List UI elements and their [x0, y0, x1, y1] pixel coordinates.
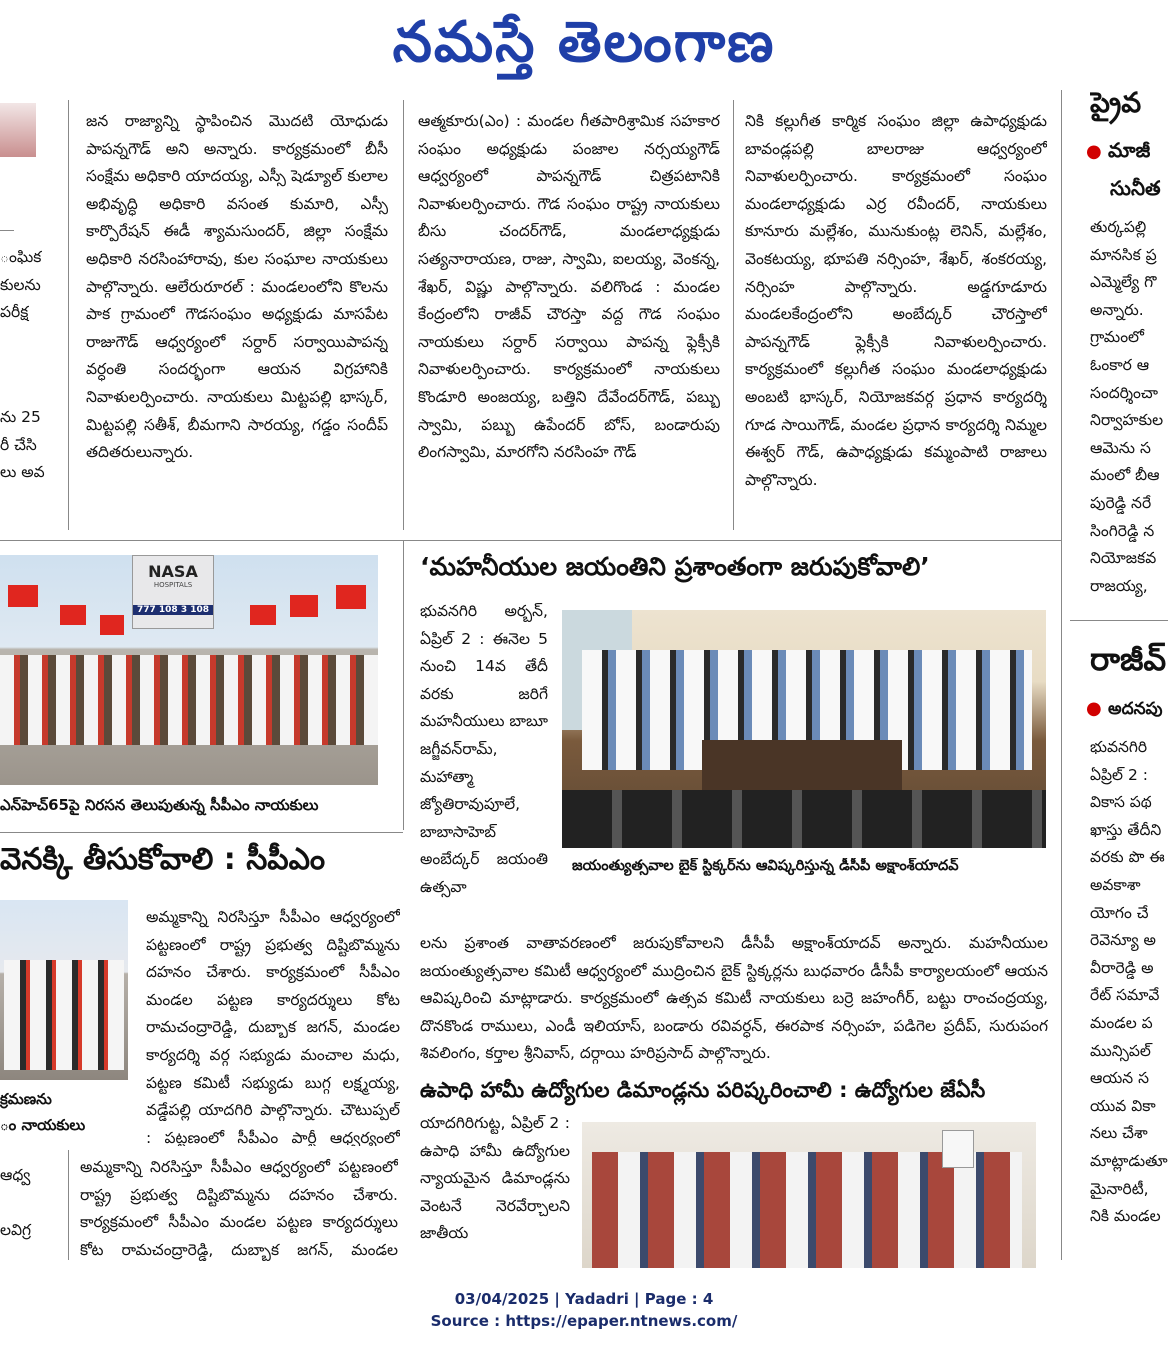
article-column-1: జన రాజ్యాన్ని స్థాపించిన మొదటి యోధుడు పాపన్నగౌడ్ అని అన్నారు. కార్యక్రమంలో బీసీ సంక్షేమ అధికారి యాదయ్య, ఎస్సీ షెడ్యూల్ కులాల అభివృద్ధి అధికారి వసంత కుమారి, ఎస్సీ కార్పొరేషన్ ఈడీ శ్యామసుందర్, జిల్లా సంక్షేమ అధికారి నరసింహారావు, కుల సంఘాల నాయకులు పాల్గొన్నారు. ఆలేరురూరల్ : మండలంలోని కొలను పాక గ్రామంలో గౌడసంఘం అధ్యక్షుడు మాసపేట రాజుగౌడ్ ఆధ్వర్యంలో సర్దార్ సర్వాయిపాపన్న వర్ధంతి సందర్భంగా ఆయన విగ్రహానికి నివాళులర్పించారు. నాయకులు మిట్టపల్లి భాస్కర్, మిట్టపల్లి సతీశ్, బీమగాని సారయ్య, గడ్డం సందీప్ తదితరులున్నారు.	[86, 112, 388, 462]
red-flag-icon	[250, 605, 276, 625]
people-group	[592, 1152, 1022, 1268]
right-body-1: తుర్కపల్లి మానసిక ప్ర ఎమ్మెల్యే గొ అన్నారు. గ్రామంలో ఓంకార ఆ సందర్శించా నిర్వాహకుల ఆమెను స మంలో బీఆ పురెడ్డి నరే సింగిరెడ్డి న నియోజకవ రాజయ్య,	[1090, 218, 1164, 595]
right-heading-2: రాజీవ్	[1090, 640, 1167, 678]
cpm-effigy-photo	[0, 900, 128, 1080]
cpm-photo-caption-1: క్రమణను	[0, 1090, 52, 1108]
hospital-sign-phone: 777 108 3 108	[133, 605, 213, 615]
section-divider	[0, 832, 403, 833]
left-edge-fragment-mid: ను 25 రీ చేసి లు అవ	[0, 408, 45, 482]
top-left-photo-fragment	[0, 103, 36, 157]
upadhi-headline: ఉపాధి హామీ ఉద్యోగుల డిమాండ్లను పరిష్కరించాలి : ఉద్యోగుల జేఏసీ	[420, 1078, 986, 1102]
hospital-sign	[132, 555, 214, 629]
article-column-3: నికి కల్లుగీత కార్మిక సంఘం జిల్లా ఉపాధ్యక్షుడు బావండ్లపల్లి బాలరాజు ఆధ్వర్యంలో నివాళులర్పించారు. కార్యక్రమంలో సంఘం మండలాధ్యక్షుడు ఎర్ర రవీందర్, నాయకులు కూనూరు మల్లేశం, మునుకుంట్ల లెనిన్, మల్లేశం, వెంకటయ్య, భూపతి నర్సింహ, శేఖర్, శంకరయ్య, నర్సింహ పాల్గొన్నారు. అడ్డగూడూరు మండలకేంద్రంలోని అంబేద్కర్ చౌరస్తాలో పాపన్నగౌడ్ ఫ్లెక్సీకి నివాళులర్పించారు. కార్యక్రమంలో కల్లుగీత సంఘం మండలాధ్యక్షుడు అంబటి భాస్కర్, నియోజకవర్గ ప్రధాన కార్యదర్శి గూడ సాయిగౌడ్, మండల ప్రధాన కార్యదర్శి నిమ్మల ఈశ్వర్ గౌడ్, ఉపాధ్యక్షుడు కమ్మంపాటి రాజాలు పాల్గొన్నారు.	[745, 112, 1047, 489]
office-chairs	[562, 790, 1046, 848]
column-rule	[68, 1150, 69, 1260]
column-rule	[403, 100, 404, 530]
cpm-body-continued: అమ్మకాన్ని నిరసిస్తూ సీపీఎం ఆధ్వర్యంలో పట్టణంలో రాష్ట్ర ప్రభుత్వ దిష్టిబొమ్మను దహనం చేశారు. కార్యక్రమంలో సీపీఎం మండల పట్టణ కార్యదర్శులు కోట రామచంద్రారెడ్డి, దుబ్బాక జగన్, మండల	[80, 1158, 398, 1259]
column-rule	[733, 100, 734, 530]
calendar-icon	[942, 1130, 974, 1168]
bullet-icon: ●	[1086, 698, 1108, 719]
left-divider	[0, 230, 14, 231]
newspaper-title: నమస్తే తెలంగాణ	[392, 10, 776, 75]
cpm-photo-caption-2: ం నాయకులు	[0, 1116, 86, 1134]
red-flag-icon	[336, 585, 366, 609]
jayanti-headline: ‘మహనీయుల జయంతిని ప్రశాంతంగా జరుపుకోవాలి’	[420, 552, 930, 581]
upadhi-photo	[582, 1122, 1036, 1268]
article-column-2: ఆత్మకూరు(ఎం) : మండల గీతపారిశ్రామిక సహకార సంఘం అధ్యక్షుడు పంజాల నర్సయ్యగౌడ్ ఆధ్వర్యంలో పాపన్నగౌడ్ చిత్రపటానికి నివాళులర్పించారు. గౌడ సంఘం రాష్ట్ర నాయకులు బీసు చందర్‌గౌడ్, మండలాధ్యక్షుడు సత్యనారాయణ, రాజు, స్వామి, ఐలయ్య, వెంకన్న, శేఖర్, విష్ణు పాల్గొన్నారు. వలిగొండ : మండల కేంద్రంలోని రాజీవ్ చౌరస్తా వద్ద గౌడ సంఘం నాయకులు సర్దార్ సర్వాయి పాపన్న ఫ్లెక్సీకి నివాళులర్పించారు. కార్యక్రమంలో నాయకులు కొండూరి అంజయ్య, బత్తిని దేవేందర్‌గౌడ్, పబ్బు స్వామి, పబ్బు ఉపేందర్ బోస్, బండారుపు లింగస్వామి, మారగోని నరసింహ గౌడ్	[418, 112, 720, 462]
right-body-2: భువనగిరి ఏప్రిల్ 2 : వికాస పథ ఖాస్తు తేదీని వరకు పొ ఈ అవకాశా యోగం చే రెవెన్యూ అ వీరారెడ్డి అ రేట్ సమావే మండల ప మున్సిపల్ ఆయన స యువ వికా నలు చేశా మాట్లాడుతూ మైనారిటీ, నికి మండల	[1090, 738, 1168, 1226]
right-bullet-2-text: అదనపు	[1107, 699, 1163, 719]
office-desk	[702, 740, 902, 790]
right-bullet-1-text: మాజీ	[1107, 138, 1151, 162]
footer-date-edition: 03/04/2025 | Yadadri | Page : 4	[454, 1290, 714, 1308]
section-divider	[0, 540, 1061, 541]
red-flag-icon	[8, 585, 38, 607]
column-rule	[403, 540, 404, 830]
red-flag-icon	[100, 615, 124, 635]
hospital-sign-name: NASA	[148, 562, 198, 581]
people-group	[4, 960, 124, 1070]
cpm-left-fragment: ఆధ్వ లవిగ్ర	[0, 1166, 32, 1240]
bullet-icon: ●	[1086, 141, 1108, 162]
cpm-protest-photo	[0, 555, 378, 785]
jayanti-photo-caption: జయంత్యుత్సవాల బైక్ స్టిక్కర్‌ను ఆవిష్కరిస్తున్న డీసీపీ అక్షాంశ్‌యాదవ్	[572, 858, 959, 874]
red-flag-icon	[290, 595, 318, 617]
protest-crowd	[0, 655, 378, 745]
left-edge-fragment-top: ంఘిక కులను పరీక్ష	[0, 248, 42, 322]
jayanti-side-text: భువనగిరి అర్బన్, ఏప్రిల్ 2 : ఈనెల 5 నుంచి 14వ తేదీ వరకు జరిగే మహనీయులు బాబూ జగ్జీవన్‌రామ్, మహాత్మా జ్యోతిరావుపూలే, బాబాసాహెబ్ అంబేద్కర్ జయంతి ఉత్సవా	[420, 602, 548, 896]
red-flag-icon	[60, 605, 86, 625]
column-rule	[68, 100, 69, 530]
masthead	[0, 0, 1168, 92]
right-bullet-1	[1086, 138, 1168, 167]
jayanti-photo	[562, 610, 1046, 848]
right-bullet-2	[1086, 698, 1168, 723]
right-heading-top: ప్రైవ	[1090, 86, 1142, 119]
cpm-body: అమ్మకాన్ని నిరసిస్తూ సీపీఎం ఆధ్వర్యంలో పట్టణంలో రాష్ట్ర ప్రభుత్వ దిష్టిబొమ్మను దహనం చేశారు. కార్యక్రమంలో సీపీఎం మండల పట్టణ కార్యదర్శులు కోట రామచంద్రారెడ్డి, దుబ్బాక జగన్, మండల కార్యదర్శి వర్గ సభ్యుడు మంచాల మధు, పట్టణ కమిటీ సభ్యుడు బుగ్గ లక్ష్మయ్య, వడ్డేపల్లి యాదగిరి పాల్గొన్నారు. చౌటుప్పల్ : పట్టణంలో సీపీఎం పార్టీ ఆధ్వర్యంలో	[146, 908, 400, 1146]
jayanti-body: లను ప్రశాంత వాతావరణంలో జరుపుకోవాలని డీసీపీ అక్షాంశ్‌యాదవ్ అన్నారు. మహనీయుల జయంత్యుత్సవాల కమిటీ ఆధ్వర్యంలో ముద్రించిన బైక్ స్టిక్కర్లను బుధవారం డీసీపీ కార్యాలయంలో ఆయన ఆవిష్కరించి మాట్లాడారు. కార్యక్రమంలో ఉత్సవ కమిటీ నాయకులు బర్రె జహంగీర్, బట్టు రాంచంద్రయ్య, దొనకొండ రాములు, ఎండీ ఇలియాస్, బండారు రవివర్ధన్, ఈరపాక నర్సింహ, పడిగెల ప్రదీప్, సురుపంగ శివలింగం, కర్తాల శ్రీనివాస్, దర్గాయి హరిప్రసాద్ పాల్గొన్నారు.	[420, 934, 1048, 1063]
hospital-sign-sub: HOSPITALS	[153, 581, 193, 589]
cpm-headline: వెనక్కి తీసుకోవాలి : సీపీఎం	[0, 842, 326, 877]
upadhi-body: యాదగిరిగుట్ట, ఏప్రిల్ 2 : ఉపాధి హామీ ఉద్యోగుల న్యాయమైన డిమాండ్లను వెంటనే నెరవేర్చాలని జాతీయ	[420, 1114, 570, 1243]
cpm-photo-caption: ఎన్‌హెచ్‌65పై నిరసన తెలుపుతున్న సీపీఎం నాయకులు	[0, 796, 319, 814]
right-bullet-1-line2: సునీత	[1110, 176, 1161, 200]
footer-source[interactable]: Source : https://epaper.ntnews.com/	[430, 1312, 738, 1330]
right-divider	[1070, 620, 1168, 621]
column-rule	[1061, 90, 1062, 1260]
